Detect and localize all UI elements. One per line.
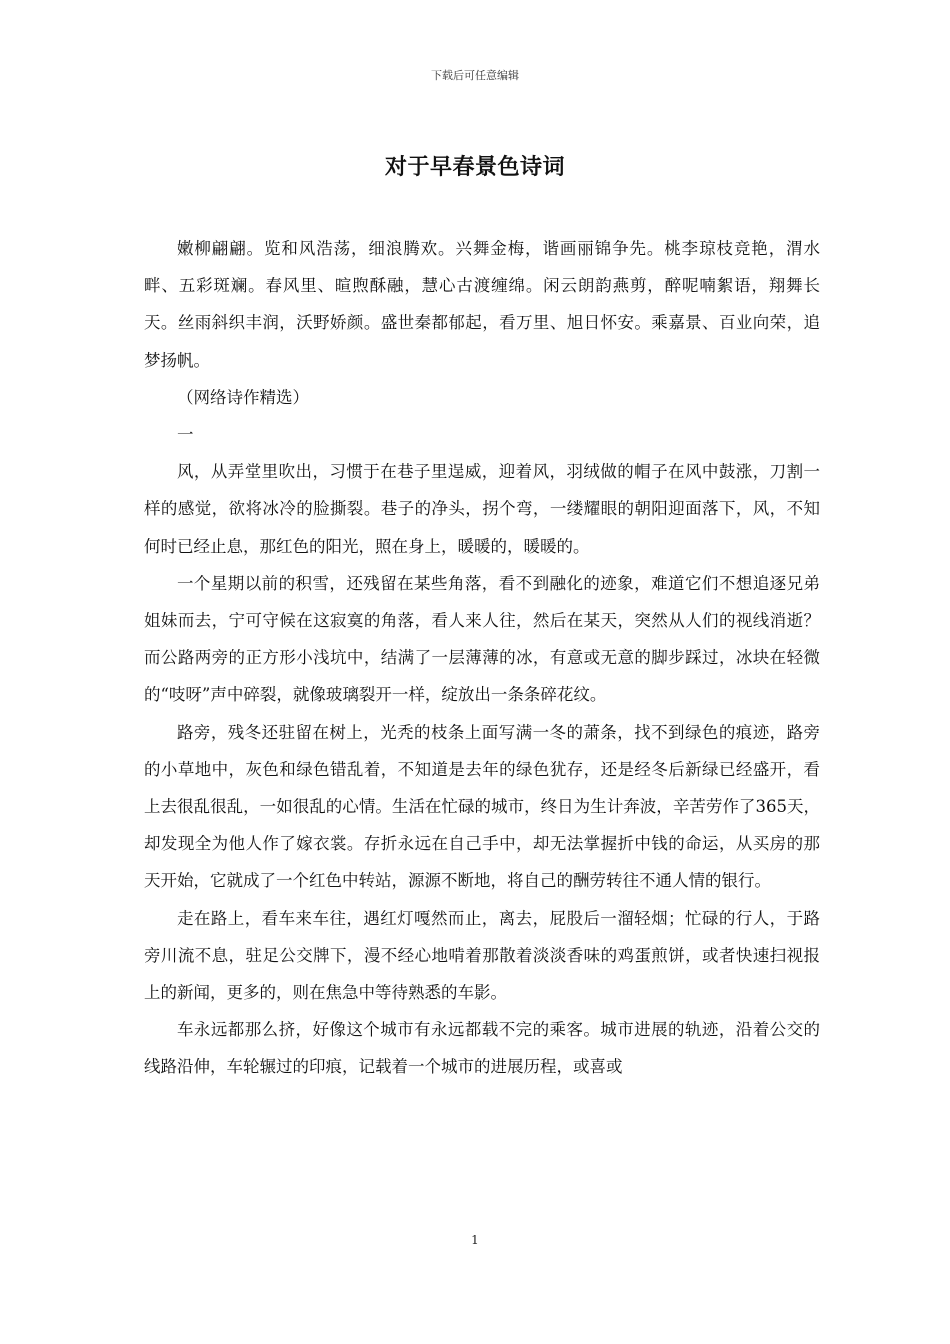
document-body xyxy=(144,230,820,1086)
paragraph-poem: 嫩柳翩翩。览和风浩荡，细浪腾欢。兴舞金梅，谐画丽锦争先。桃李琼枝竞艳，渭水畔、五彩斑斓。春风里、暄煦酥融，慧心古渡缠绵。闲云朗韵燕剪，醉呢喃絮语，翔舞长天。丝雨斜织丰润，沃野娇颜。盛世秦都郁起，看万里、旭日怀安。乘嘉景、百业向荣，追梦扬帆。 xyxy=(144,239,820,370)
paragraph: 风，从弄堂里吹出，习惯于在巷子里逞威，迎着风，羽绒做的帽子在风中鼓涨，刀割一样的感觉，欲将冰冷的脸撕裂。巷子的净头，拐个弯，一缕耀眼的朝阳迎面落下，风，不知何时已经止息，那红色的阳光，照在身上，暖暖的，暖暖的。 xyxy=(144,462,820,556)
document-title: 对于早春景色诗词 xyxy=(384,154,565,180)
paragraph: 路旁，残冬还驻留在树上，光秃的枝条上面写满一冬的萧条，找不到绿色的痕迹，路旁的小草地中，灰色和绿色错乱着，不知道是去年的绿色犹存，还是经冬后新绿已经盛开，看上去很乱很乱，一如很乱的心情。生活在忙碌的城市，终日为生计奔波，辛苦劳作了365天，却发现全为他人作了嫁衣裳。存折永远在自己手中，却无法掌握折中钱的命运，从买房的那天开始，它就成了一个红色中转站，源源不断地，将自己的酬劳转往不通人情的银行。 xyxy=(144,722,820,891)
paragraph: 车永远都那么挤，好像这个城市有永远都载不完的乘客。城市进展的轨迹，沿着公交的线路沿伸，车轮辗过的印痕，记载着一个城市的进展历程，或喜或 xyxy=(144,1020,820,1077)
paragraph-source: （网络诗作精选） xyxy=(177,387,309,407)
paragraph: 走在路上，看车来车往，遇红灯嘎然而止，离去，屁股后一溜轻烟；忙碌的行人，于路旁川流不息，驻足公交牌下，漫不经心地啃着那散着淡淡香味的鸡蛋煎饼，或者快速扫视报上的新闻，更多的，则在焦急中等待熟悉的车影。 xyxy=(144,908,820,1003)
page-header-note: 下载后可任意编辑 xyxy=(431,69,519,82)
paragraph: 一个星期以前的积雪，还残留在某些角落，看不到融化的迹象，难道它们不想追逐兄弟姐妹而去，宁可守候在这寂寞的角落，看人来人往，然后在某天，突然从人们的视线消逝？而公路两旁的正方形小浅坑中，结满了一层薄薄的冰，有意或无意的脚步踩过，冰块在轻微的“吱呀”声中碎裂，就像玻璃裂开一样，绽放出一条条碎花纹。 xyxy=(144,573,820,705)
section-number: 一 xyxy=(177,425,194,445)
page-number: 1 xyxy=(471,1233,479,1247)
